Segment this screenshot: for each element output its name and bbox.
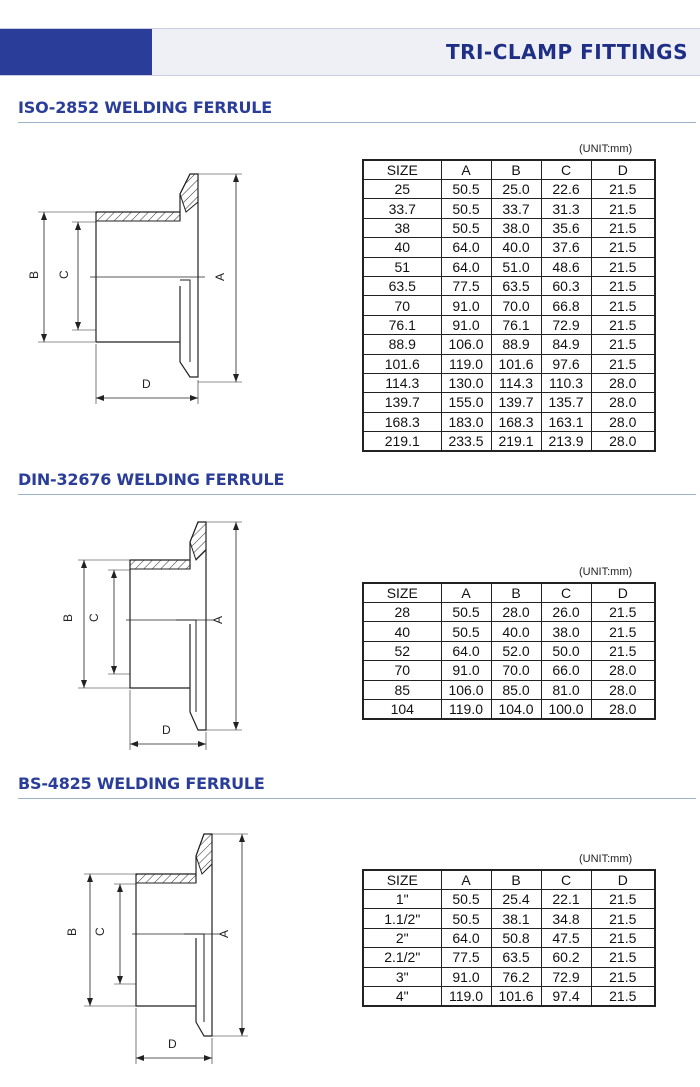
table-row (363, 315, 655, 334)
table-cell-size: 38 (363, 218, 441, 237)
table-cell-a: 50.5 (441, 199, 491, 218)
table-cell-a: 91.0 (441, 315, 491, 334)
table-cell-c: 110.3 (541, 373, 591, 392)
table-cell-c: 60.3 (541, 276, 591, 295)
table-row (363, 238, 655, 257)
table-cell-a: 91.0 (441, 967, 491, 986)
table-cell-a: 50.5 (441, 890, 491, 909)
column-header-d: D (591, 160, 655, 180)
table-cell-size: 40 (363, 622, 441, 641)
column-header-d: D (591, 583, 655, 603)
column-header-d: D (591, 870, 655, 890)
table-cell-size: 114.3 (363, 373, 441, 392)
column-header-b: B (491, 870, 541, 890)
table-row (363, 412, 655, 431)
table-cell-c: 22.1 (541, 890, 591, 909)
ferrule-drawing-iso-2852 (20, 162, 260, 412)
table-cell-c: 60.2 (541, 948, 591, 967)
column-header-a: A (441, 583, 491, 603)
table-cell-b: 101.6 (491, 354, 541, 373)
table-cell-d: 21.5 (591, 603, 655, 622)
table-cell-c: 22.6 (541, 180, 591, 199)
table-row (363, 257, 655, 276)
table-cell-size: 1.1/2" (363, 909, 441, 928)
table-cell-d: 21.5 (591, 257, 655, 276)
table-cell-b: 51.0 (491, 257, 541, 276)
table-cell-b: 40.0 (491, 622, 541, 641)
table-cell-size: 28 (363, 603, 441, 622)
table-cell-b: 38.0 (491, 218, 541, 237)
table-header-row (363, 583, 655, 603)
table-row (363, 296, 655, 315)
table-cell-size: 85 (363, 680, 441, 699)
dim-label-c: C (93, 927, 107, 936)
table-cell-d: 21.5 (591, 622, 655, 641)
table-cell-d: 28.0 (591, 432, 655, 452)
table-cell-a: 91.0 (441, 296, 491, 315)
table-cell-b: 70.0 (491, 296, 541, 315)
table-cell-a: 77.5 (441, 276, 491, 295)
table-row (363, 699, 655, 719)
table-cell-c: 66.8 (541, 296, 591, 315)
table-row (363, 276, 655, 295)
table-cell-d: 28.0 (591, 680, 655, 699)
table-cell-d: 21.5 (591, 276, 655, 295)
spec-table-iso-2852 (362, 159, 656, 452)
table-cell-d: 28.0 (591, 373, 655, 392)
table-cell-c: 97.6 (541, 354, 591, 373)
table-cell-d: 21.5 (591, 315, 655, 334)
dim-label-b: B (27, 270, 41, 279)
table-cell-d: 21.5 (591, 928, 655, 947)
column-header-size: SIZE (363, 870, 441, 890)
table-cell-b: 25.4 (491, 890, 541, 909)
table-cell-d: 21.5 (591, 238, 655, 257)
table-cell-size: 2" (363, 928, 441, 947)
section-title-din-32676: DIN-32676 WELDING FERRULE (18, 470, 285, 489)
table-cell-c: 38.0 (541, 622, 591, 641)
table-cell-size: 3" (363, 967, 441, 986)
table-cell-b: 104.0 (491, 699, 541, 719)
table-cell-d: 21.5 (591, 218, 655, 237)
table-cell-b: 63.5 (491, 948, 541, 967)
table-row (363, 641, 655, 660)
column-header-c: C (541, 160, 591, 180)
table-row (363, 432, 655, 452)
table-cell-c: 34.8 (541, 909, 591, 928)
table-row (363, 622, 655, 641)
table-cell-size: 33.7 (363, 199, 441, 218)
table-cell-b: 114.3 (491, 373, 541, 392)
table-cell-size: 4" (363, 986, 441, 1006)
table-cell-c: 84.9 (541, 335, 591, 354)
column-header-a: A (441, 160, 491, 180)
dim-label-c: C (87, 613, 101, 622)
table-cell-a: 50.5 (441, 622, 491, 641)
table-cell-d: 21.5 (591, 909, 655, 928)
table-cell-d: 21.5 (591, 967, 655, 986)
table-cell-b: 219.1 (491, 432, 541, 452)
table-cell-a: 50.5 (441, 909, 491, 928)
table-cell-b: 101.6 (491, 986, 541, 1006)
table-cell-c: 66.0 (541, 661, 591, 680)
table-cell-a: 64.0 (441, 641, 491, 660)
table-cell-a: 50.5 (441, 180, 491, 199)
table-cell-b: 85.0 (491, 680, 541, 699)
table-cell-c: 163.1 (541, 412, 591, 431)
dim-label-a: A (217, 929, 231, 938)
table-cell-a: 119.0 (441, 986, 491, 1006)
table-cell-size: 2.1/2" (363, 948, 441, 967)
table-cell-d: 21.5 (591, 354, 655, 373)
table-row (363, 199, 655, 218)
table-cell-c: 47.5 (541, 928, 591, 947)
section-divider (18, 494, 696, 495)
table-cell-a: 77.5 (441, 948, 491, 967)
table-cell-d: 21.5 (591, 986, 655, 1006)
table-cell-d: 28.0 (591, 661, 655, 680)
table-cell-d: 21.5 (591, 641, 655, 660)
table-cell-size: 168.3 (363, 412, 441, 431)
table-cell-b: 76.1 (491, 315, 541, 334)
unit-label: (UNIT:mm) (579, 566, 633, 578)
dim-label-d: D (142, 377, 151, 391)
table-cell-a: 64.0 (441, 257, 491, 276)
table-cell-c: 135.7 (541, 393, 591, 412)
table-cell-c: 213.9 (541, 432, 591, 452)
column-header-c: C (541, 870, 591, 890)
table-row (363, 967, 655, 986)
table-cell-d: 21.5 (591, 296, 655, 315)
table-cell-b: 52.0 (491, 641, 541, 660)
table-cell-d: 21.5 (591, 890, 655, 909)
table-cell-a: 233.5 (441, 432, 491, 452)
table-cell-a: 130.0 (441, 373, 491, 392)
dim-label-b: B (61, 613, 75, 622)
table-cell-size: 1" (363, 890, 441, 909)
banner-color-block (0, 29, 152, 75)
ferrule-drawing-din-32676 (56, 512, 256, 752)
table-cell-c: 81.0 (541, 680, 591, 699)
table-cell-b: 50.8 (491, 928, 541, 947)
table-row (363, 661, 655, 680)
section-divider (18, 798, 696, 799)
section-divider (18, 122, 696, 123)
table-row (363, 986, 655, 1006)
spec-table-din-32676 (362, 582, 656, 720)
table-cell-a: 64.0 (441, 928, 491, 947)
table-row (363, 909, 655, 928)
table-cell-c: 50.0 (541, 641, 591, 660)
table-cell-c: 97.4 (541, 986, 591, 1006)
table-cell-b: 28.0 (491, 603, 541, 622)
table-row (363, 603, 655, 622)
table-row (363, 335, 655, 354)
table-row (363, 393, 655, 412)
table-cell-a: 183.0 (441, 412, 491, 431)
table-row (363, 180, 655, 199)
table-cell-a: 155.0 (441, 393, 491, 412)
table-cell-size: 52 (363, 641, 441, 660)
table-cell-a: 91.0 (441, 661, 491, 680)
table-cell-a: 106.0 (441, 335, 491, 354)
table-cell-c: 35.6 (541, 218, 591, 237)
ferrule-drawing-bs-4825 (60, 824, 260, 1074)
table-cell-b: 70.0 (491, 661, 541, 680)
table-cell-a: 50.5 (441, 218, 491, 237)
table-cell-size: 70 (363, 661, 441, 680)
table-cell-a: 64.0 (441, 238, 491, 257)
dim-label-b: B (65, 927, 79, 936)
table-row (363, 948, 655, 967)
table-row (363, 680, 655, 699)
table-cell-size: 104 (363, 699, 441, 719)
table-cell-b: 38.1 (491, 909, 541, 928)
dim-label-a: A (211, 615, 225, 624)
table-cell-size: 101.6 (363, 354, 441, 373)
table-cell-c: 100.0 (541, 699, 591, 719)
table-cell-c: 72.9 (541, 967, 591, 986)
section-title-bs-4825: BS-4825 WELDING FERRULE (18, 774, 265, 793)
dim-label-c: C (57, 270, 71, 279)
table-row (363, 373, 655, 392)
header-banner (0, 28, 700, 76)
table-cell-d: 21.5 (591, 199, 655, 218)
table-row (363, 354, 655, 373)
table-cell-d: 21.5 (591, 180, 655, 199)
dim-label-a: A (213, 272, 227, 281)
table-cell-size: 139.7 (363, 393, 441, 412)
table-cell-size: 70 (363, 296, 441, 315)
table-cell-d: 28.0 (591, 699, 655, 719)
table-row (363, 218, 655, 237)
table-cell-a: 119.0 (441, 354, 491, 373)
table-header-row (363, 870, 655, 890)
column-header-size: SIZE (363, 583, 441, 603)
dim-label-d: D (162, 723, 171, 737)
table-cell-b: 25.0 (491, 180, 541, 199)
table-cell-a: 119.0 (441, 699, 491, 719)
table-cell-b: 88.9 (491, 335, 541, 354)
table-cell-d: 28.0 (591, 393, 655, 412)
table-cell-c: 72.9 (541, 315, 591, 334)
table-cell-size: 25 (363, 180, 441, 199)
table-cell-size: 40 (363, 238, 441, 257)
table-row (363, 890, 655, 909)
table-cell-c: 37.6 (541, 238, 591, 257)
table-cell-d: 21.5 (591, 335, 655, 354)
section-title-iso-2852: ISO-2852 WELDING FERRULE (18, 98, 273, 117)
table-cell-size: 88.9 (363, 335, 441, 354)
table-cell-size: 219.1 (363, 432, 441, 452)
column-header-c: C (541, 583, 591, 603)
table-cell-b: 63.5 (491, 276, 541, 295)
dim-label-d: D (168, 1037, 177, 1051)
table-row (363, 928, 655, 947)
table-header-row (363, 160, 655, 180)
table-cell-b: 139.7 (491, 393, 541, 412)
page-title: TRI-CLAMP FITTINGS (445, 40, 688, 64)
column-header-b: B (491, 160, 541, 180)
table-cell-a: 50.5 (441, 603, 491, 622)
table-cell-b: 76.2 (491, 967, 541, 986)
table-cell-size: 76.1 (363, 315, 441, 334)
table-cell-size: 63.5 (363, 276, 441, 295)
table-cell-b: 168.3 (491, 412, 541, 431)
table-cell-c: 48.6 (541, 257, 591, 276)
table-cell-d: 21.5 (591, 948, 655, 967)
table-cell-b: 40.0 (491, 238, 541, 257)
unit-label: (UNIT:mm) (579, 853, 633, 865)
column-header-size: SIZE (363, 160, 441, 180)
table-cell-a: 106.0 (441, 680, 491, 699)
column-header-b: B (491, 583, 541, 603)
table-cell-d: 28.0 (591, 412, 655, 431)
column-header-a: A (441, 870, 491, 890)
table-cell-b: 33.7 (491, 199, 541, 218)
table-cell-size: 51 (363, 257, 441, 276)
table-cell-c: 26.0 (541, 603, 591, 622)
unit-label: (UNIT:mm) (579, 143, 633, 155)
spec-table-bs-4825 (362, 869, 656, 1007)
table-cell-c: 31.3 (541, 199, 591, 218)
